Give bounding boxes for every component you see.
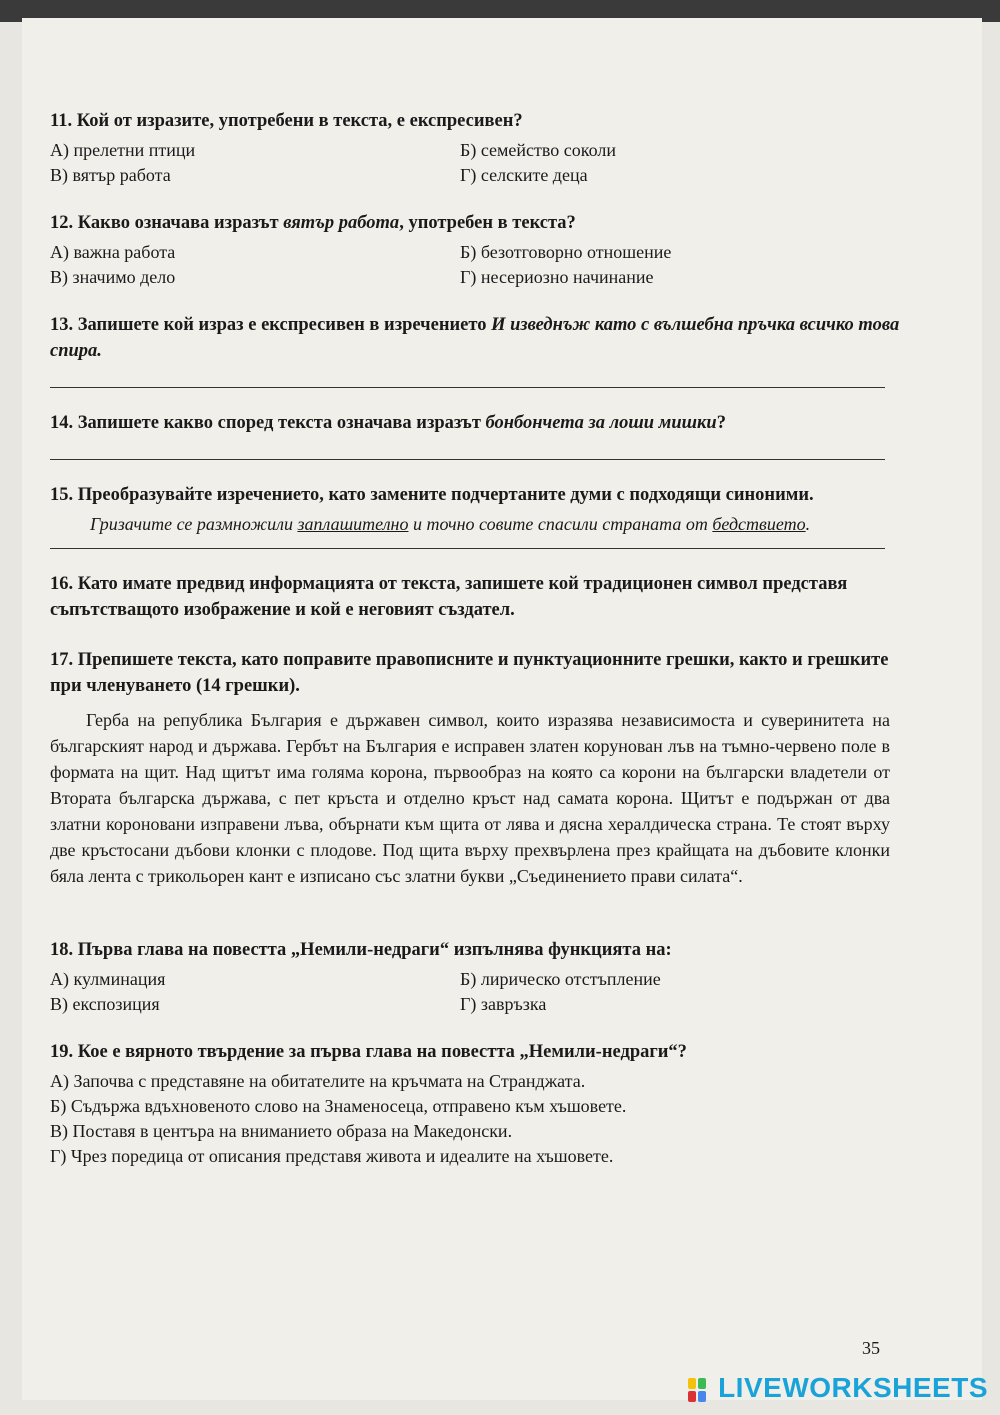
logo-square bbox=[688, 1378, 696, 1389]
logo-square bbox=[698, 1378, 706, 1389]
option-b[interactable]: Б) семейство соколи bbox=[460, 140, 616, 160]
page-number: 35 bbox=[862, 1338, 880, 1358]
option-b[interactable]: Б) безотговорно отношение bbox=[460, 242, 672, 262]
option-g[interactable]: Г) Чрез поредица от описания представя живота и идеалите на хъшовете. bbox=[50, 1146, 614, 1166]
logo-square bbox=[698, 1391, 706, 1402]
option-b[interactable]: Б) Съдържа вдъхновеното слово на Знаменосеца, отправено към хъшовете. bbox=[50, 1096, 627, 1116]
option-a[interactable]: А) прелетни птици bbox=[50, 140, 196, 160]
answer-line[interactable] bbox=[50, 386, 885, 388]
question-16-text: 16. Като имате предвид информацията от текста, запишете кой традиционен символ представя съпътстващото изображение и кой е неговият създател. bbox=[50, 574, 848, 620]
question-11 bbox=[50, 108, 910, 188]
question-13 bbox=[50, 312, 910, 388]
option-v[interactable]: В) вятър работа bbox=[50, 165, 171, 185]
option-a[interactable]: А) Започва с представяне на обитателите на кръчмата на Странджата. bbox=[50, 1071, 586, 1091]
question-12-options bbox=[50, 240, 910, 290]
option-v[interactable]: В) значимо дело bbox=[50, 267, 176, 287]
question-15-text: 15. Преобразувайте изречението, като замените подчертаните думи с подходящи синоними. bbox=[50, 485, 814, 505]
question-17-paragraph: Герба на република България е държавен символ, които изразява независимоста и суверинитета на българският народ и държава. Гербът на България е исправен златен корунован лъв на тъмно-червено поле в формата на щит. Над щитът има голяма корона, първообраз на която са корони на български владетели от Втората българска държава, с пет кръста и отделно кръст над самата корона. Щитът е подържан от два златни короновани изправени лъва, обърнати към щита от лява и дясна хералдическа страна. Те стоят върху две кръстосани дъбови клонки с плодове. Под щита върху прехвърлена през крайщата на дъбовите клонки бяла лента с трикольорен кант е изписано със златни букви „Съединението прави силата“. bbox=[50, 710, 890, 886]
question-19-text: 19. Кое е вярното твърдение за първа глава на повестта „Немили-недраги“? bbox=[50, 1042, 687, 1062]
question-11-text: 11. Кой от изразите, употребени в текста, е експресивен? bbox=[50, 111, 523, 131]
question-17 bbox=[50, 647, 910, 889]
logo-square bbox=[688, 1391, 696, 1402]
option-b[interactable]: Б) лирическо отстъпление bbox=[460, 969, 661, 989]
option-g[interactable]: Г) завръзка bbox=[460, 994, 547, 1014]
question-15-sentence: Гризачите се размножили заплашително и точно совите спасили страната от бедствието. bbox=[90, 514, 811, 534]
question-13-text: 13. Запишете кой израз е експресивен в изречението И изведнъж като с вълшебна пръчка всичко това спира. bbox=[50, 315, 900, 361]
question-14-text: 14. Запишете какво според текста означава изразът бонбончета за лоши мишки? bbox=[50, 413, 726, 433]
option-a[interactable]: А) важна работа bbox=[50, 242, 176, 262]
answer-line[interactable] bbox=[50, 458, 885, 460]
liveworksheets-logo-icon bbox=[688, 1378, 706, 1402]
worksheet-page bbox=[22, 18, 982, 1400]
option-g[interactable]: Г) селските деца bbox=[460, 165, 588, 185]
answer-line[interactable] bbox=[50, 547, 885, 549]
option-v[interactable]: В) Поставя в центъра на вниманието образа на Македонски. bbox=[50, 1121, 513, 1141]
question-15 bbox=[50, 482, 910, 549]
question-14 bbox=[50, 410, 910, 460]
worksheet-content bbox=[50, 108, 910, 1169]
question-12-text: 12. Какво означава изразът вятър работа, употребен в текста? bbox=[50, 213, 576, 233]
question-19-options bbox=[50, 1069, 910, 1169]
option-g[interactable]: Г) несериозно начинание bbox=[460, 267, 654, 287]
liveworksheets-brand[interactable]: LIVEWORKSHEETS bbox=[718, 1372, 988, 1403]
question-12 bbox=[50, 210, 910, 290]
question-18 bbox=[50, 937, 910, 1017]
option-v[interactable]: В) експозиция bbox=[50, 994, 160, 1014]
question-16 bbox=[50, 571, 910, 623]
option-a[interactable]: А) кулминация bbox=[50, 969, 166, 989]
question-18-options bbox=[50, 967, 910, 1017]
question-18-text: 18. Първа глава на повестта „Немили-недраги“ изпълнява функцията на: bbox=[50, 940, 672, 960]
question-17-text: 17. Препишете текста, като поправите правописните и пунктуационните грешки, както и грешките при членуването (14 грешки). bbox=[50, 650, 889, 696]
question-11-options bbox=[50, 138, 910, 188]
question-19 bbox=[50, 1039, 910, 1169]
